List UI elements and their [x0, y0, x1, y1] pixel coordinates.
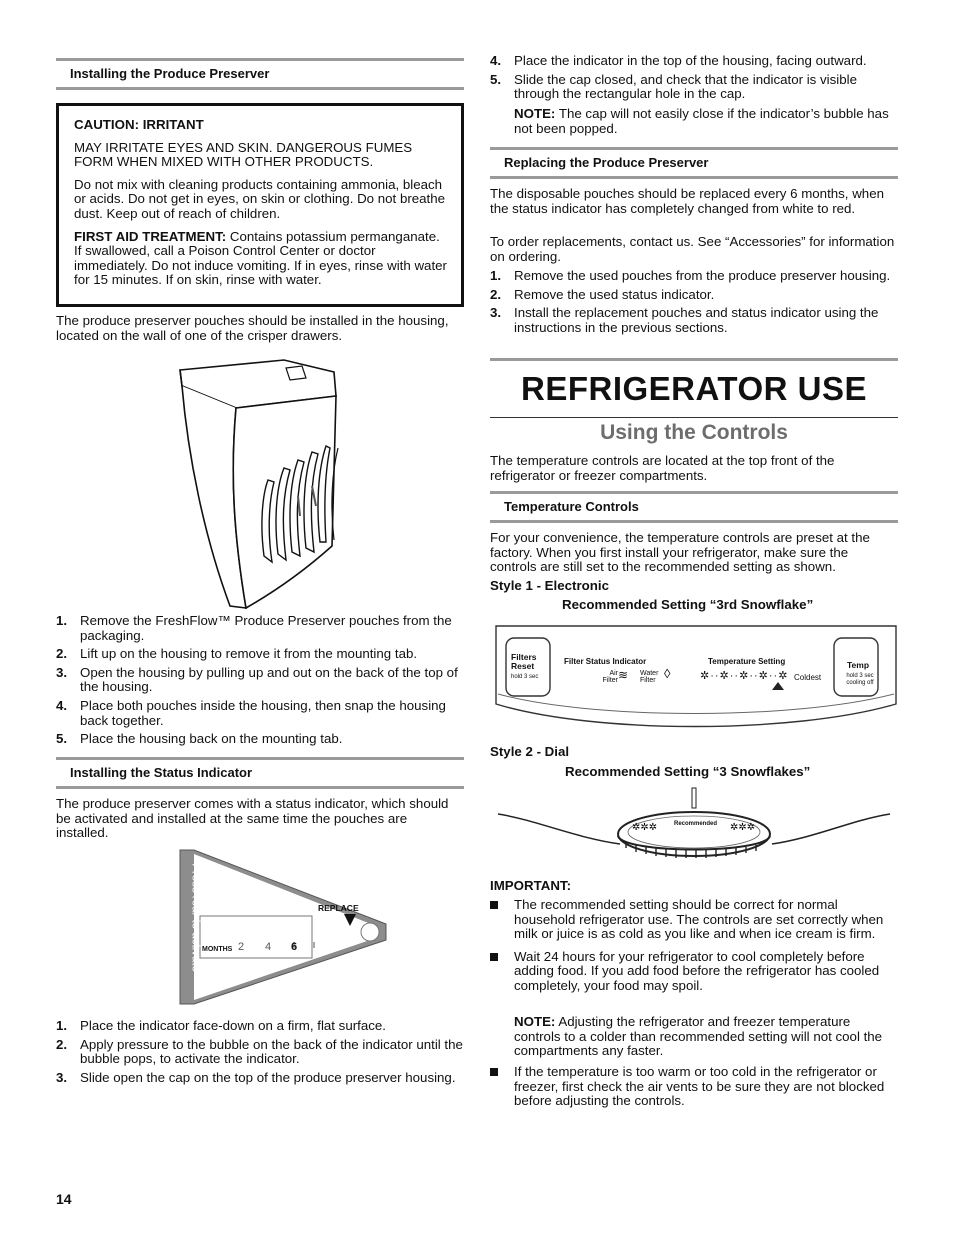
temp-button-label: Temp	[847, 660, 870, 670]
list-item: 4. Place both pouches inside the housing, then snap the housing back together.	[56, 697, 446, 728]
preserver-intro: The produce preserver pouches should be installed in the housing, located on the wall of one of the crisper drawers.	[56, 313, 449, 343]
important-label: IMPORTANT:	[490, 878, 572, 893]
heading-text: Installing the Produce Preserver	[70, 66, 270, 81]
month-4: 4	[265, 941, 272, 953]
filters-hold-label: hold 3 sec	[511, 674, 539, 680]
using-controls-subtitle: Using the Controls	[600, 421, 788, 444]
section-heading-status-indicator	[56, 757, 464, 789]
indicator-side-text-wrap	[183, 863, 203, 1006]
air-filter-icon: ≋	[618, 668, 629, 682]
important-bullets	[490, 898, 896, 1002]
style1-label: Style 1 - Electronic	[490, 578, 609, 593]
list-item: 5. Slide the cap closed, and check that the indicator is visible through the rectangular hole in the cap.	[490, 71, 857, 102]
heading-text: Temperature Controls	[504, 499, 639, 514]
list-item: If the temperature is too warm or too cold in the refrigerator or freezer, first check the air vents to be sure they are not blocked before adjusting the controls.	[490, 1065, 896, 1109]
coldest-label: Coldest	[794, 673, 822, 682]
status-steps	[56, 1019, 464, 1089]
section-heading-temp-controls	[490, 491, 898, 523]
replacing-steps	[490, 269, 898, 339]
heading-text: Replacing the Produce Preserver	[504, 155, 709, 170]
list-item: Wait 24 hours for your refrigerator to cool completely before adding food. If you add food before the refrigerator has cooled completely, your food may spoil.	[490, 950, 896, 994]
first-aid	[74, 230, 449, 288]
snowflake-icon: ✲	[758, 670, 769, 682]
list-item: 1. Remove the FreshFlow™ Produce Preserver pouches from the packaging.	[56, 613, 452, 643]
temp-intro: For your convenience, the temperature controls are preset at the factory. When you first install your refrigerator, make sure the controls are still set to the recommended setting as shown.	[490, 530, 870, 575]
status-steps-continued	[490, 54, 898, 106]
section-heading-replacing	[490, 147, 898, 179]
temp-setting-label: Temperature Setting	[708, 657, 786, 666]
dial-recommended-label: Recommended	[674, 821, 718, 827]
list-item: 1. Place the indicator face-down on a firm, flat surface.	[56, 1018, 386, 1033]
electronic-control-panel	[494, 624, 898, 730]
list-item: 2. Lift up on the housing to remove it from the mounting tab.	[56, 646, 418, 662]
dial-control-illustration	[496, 786, 892, 872]
replacing-p1: The disposable pouches should be replaced every 6 months, when the status indicator has completely changed from white to red.	[490, 186, 884, 216]
title-text: REFRIGERATOR USE	[521, 370, 867, 407]
filter-status-label: Filter Status Indicator	[564, 657, 647, 666]
temp-note: NOTE: Adjusting the refrigerator and freezer temperature controls to a colder than recommended setting will not cool the compartments any faster.	[514, 1014, 883, 1059]
month-2: 2	[238, 941, 245, 953]
right-column: 4. Place the indicator in the top of the housing, facing outward. 5. Slide the cap closed, and check that the indicator is visible through the rectangular hole in the cap. NOTE: The cap will not easily close if the indicator’s bubble has not been popped. Replacing the Produce Preserver The disposable pouches should be replaced every 6 months, when the status indicator has completely changed from white to red. To order replacements, contact us. See “Accessories” for information on ordering. 1. Remove the used pouches from the produce preserver housing. 2. Remove the used status indicator. 3. Install the replacement pouches and status indicator using the instructions in the previous sections. REFRIGERATOR USE Using the Controls The temperature controls are located at the top front of the refrigerator or freezer compartments. Temperature Controls For your convenience, the temperature controls are preset at the factory. When you first install your refrigerator, make sure the controls are still set to the recommended setting as shown. Style 1 - Electronic Recommended Setting “3rd Snowflake” Filters Reset hold 3 sec Filter Status Indicator Air Filter ≋ Water Filter ◊ Temperature Setting ✲··✲··✲··✲··✲ Coldest Temp hold 3 sec cooling off Style 2 - Dial Recommended Setting “3 Snowflakes” ✲✲✲ ✲✲✲ Recommended IMPORTANT: The recommended setting should be correct for normal household refrigerator use. The controls are set correctly when milk or juice is as cold as you like and when ice cream is firm. Wait 24 hours for your refrigerator to cool completely before adding food. If you add food before the refrigerator has cooled completely, your food may spoil. NOTE: Adjusting the refrigerator and freezer temperature controls to a colder than recommended setting will not cool the compartments any faster. If the temperature is too warm or too cold in the refrigerator or freezer, first check the air vents to be sure they are not blocked before adjusting the controls.	[490, 0, 898, 1235]
bullet-square	[490, 901, 498, 909]
svg-text:✲✲✲: ✲✲✲	[730, 822, 756, 833]
status-intro: The produce preserver comes with a status indicator, which should be activated and installed at the same time the pouches are installed.	[56, 796, 449, 841]
heading-text: Installing the Status Indicator	[70, 765, 253, 780]
produce-preserver-housing-illustration	[174, 356, 404, 612]
first-aid-label: FIRST AID TREATMENT:	[74, 228, 227, 244]
snowflake-icon: ✲	[719, 670, 730, 682]
months-label: MONTHS	[202, 946, 233, 953]
cap-note: NOTE: The cap will not easily close if the indicator’s bubble has not been popped.	[514, 106, 889, 136]
page-number: 14	[56, 1191, 72, 1207]
caution-instructions: Do not mix with cleaning products containing ammonia, bleach or acids. Do not get in eyes, on skin or clothing. Do not breathe dust. Keep out of reach of children.	[74, 176, 446, 221]
caution-warning: MAY IRRITATE EYES AND SKIN. DANGEROUS FUMES FORM WHEN MIXED WITH OTHER PRODUCTS.	[74, 139, 413, 170]
bullet-square	[490, 1068, 498, 1076]
refrigerator-use-title	[490, 358, 898, 418]
controls-intro: The temperature controls are located at the top front of the refrigerator or freezer compartments.	[490, 453, 835, 483]
snowflake-scale: ✲··✲··✲··✲··✲	[700, 670, 789, 682]
caution-title: CAUTION: IRRITANT	[74, 117, 204, 132]
list-item: 3. Open the housing by pulling up and out on the back of the top of the housing.	[56, 664, 458, 695]
list-item: 5. Place the housing back on the mounting tab.	[56, 731, 343, 747]
filters-reset-label: Filters Reset	[511, 652, 537, 671]
list-item: 3. Install the replacement pouches and status indicator using the instructions in the previous sections.	[490, 305, 879, 335]
replace-label: REPLACE	[318, 903, 359, 913]
important-bullet-3	[490, 1065, 896, 1117]
water-drop-icon: ◊	[664, 666, 671, 681]
status-indicator-illustration	[176, 846, 396, 1008]
preserver-steps	[56, 614, 464, 751]
list-item: 2. Apply pressure to the bubble on the back of the indicator until the bubble pops, to activate the indicator.	[56, 1036, 463, 1067]
snowflake-icon: ✲	[739, 670, 750, 682]
list-item: 2. Remove the used status indicator.	[490, 286, 715, 302]
list-item: 4. Place the indicator in the top of the housing, facing outward.	[490, 53, 867, 68]
style2-label: Style 2 - Dial	[490, 744, 570, 759]
first-aid-text: Contains potassium permanganate. If swallowed, call a Poison Control Center or doctor immediately. Do not induce vomiting. If in eyes, rinse with water for 15 minutes. If on skin, rinse with water.	[74, 228, 447, 288]
bullet-square	[490, 953, 498, 961]
month-6: 6	[291, 941, 298, 953]
snowflake-icon: ✲	[700, 670, 711, 682]
left-column	[56, 0, 464, 1235]
air-filter-label: Air Filter	[602, 670, 618, 684]
temp-hold-label: hold 3 sec cooling off	[846, 673, 874, 686]
section-heading-installing-preserver	[56, 58, 464, 90]
list-item: 1. Remove the used pouches from the produce preserver housing.	[490, 268, 891, 283]
list-item: 3. Slide open the cap on the top of the produce preserver housing.	[56, 1069, 456, 1085]
svg-text:✲✲✲: ✲✲✲	[632, 822, 658, 833]
replacing-p2: To order replacements, contact us. See “Accessories” for information on ordering.	[490, 234, 895, 264]
snowflake-icon: ✲	[778, 670, 789, 682]
indicator-side-text: Press rear to activate	[189, 863, 202, 972]
water-filter-label: Water Filter	[640, 670, 659, 684]
caution-box	[56, 103, 464, 307]
list-item: The recommended setting should be correct for normal household refrigerator use. The controls are set correctly when milk or juice is as cold as you like and when ice cream is firm.	[490, 898, 896, 942]
